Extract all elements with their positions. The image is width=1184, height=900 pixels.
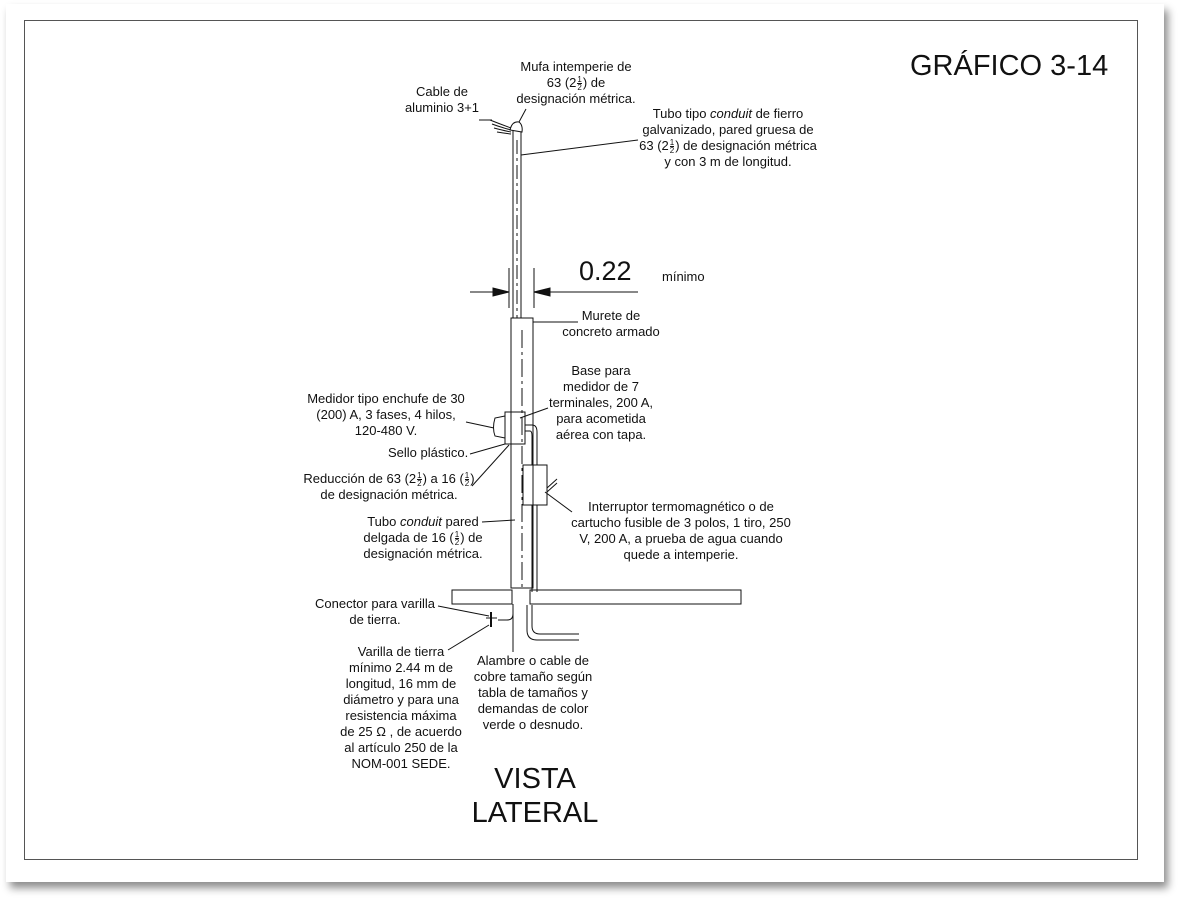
slab-left — [452, 590, 512, 604]
dimension-value: 0.22 — [579, 256, 632, 286]
label-sello: Sello plástico. — [388, 445, 469, 460]
label-conector: Conector para varilla de tierra. — [315, 596, 435, 627]
label-mufa: Mufa intemperie de 63 (2 $\frac{1}{2}$ ) de designación métrica. — [516, 59, 636, 107]
label-base: Base para medidor de 7 terminales, 200 A, para acometida aérea con tapa. — [548, 363, 654, 442]
meter-socket — [494, 416, 506, 438]
label-tubo-delgada: Tubo conduit pared delgada de 16 ( $\frac{1}{2}$ ) de designación métrica. — [363, 514, 483, 562]
label-alambre: Alambre o cable de cobre tamaño según tabla de tamaños y demandas de color verde o desnudo. — [473, 653, 593, 732]
mufa-cap — [510, 122, 522, 132]
view-title-line2: LATERAL — [471, 797, 599, 829]
label-tubo-fierro: Tubo tipo conduit de fierro galvanizado, pared gruesa de 63 (2 $\frac{1}{2}$ ) de designación métrica y con 3 m de longitud. — [639, 106, 817, 170]
view-title-line1: VISTA — [494, 763, 576, 795]
dimension-qualifier: mínimo — [662, 269, 705, 284]
label-cable: Cable de aluminio 3+1 — [404, 84, 480, 115]
label-reduccion: Reducción de 63 (2 $\frac{1}{2}$ ) a 16 ( $\frac{1}{2}$ ) de designación métrica. — [303, 471, 475, 503]
graphic-number: GRÁFICO 3-14 — [910, 50, 1109, 82]
label-medidor: Medidor tipo enchufe de 30 (200) A, 3 fases, 4 hilos, 120-480 V. — [307, 391, 465, 438]
label-murete: Murete de concreto armado — [562, 308, 660, 339]
switch-box — [523, 465, 547, 505]
slab-right — [530, 590, 741, 604]
label-interruptor: Interruptor termomagnético o de cartucho fusible de 3 polos, 1 tiro, 250 V, 200 A, a prueba de agua cuando quede a intemperie. — [571, 499, 791, 562]
label-varilla: Varilla de tierra mínimo 2.44 m de longitud, 16 mm de diámetro y para una resistencia máxima de 25 Ω , de acuerdo al artículo 250 de la NOM-001 SEDE. — [340, 644, 462, 771]
view-title — [470, 762, 600, 830]
